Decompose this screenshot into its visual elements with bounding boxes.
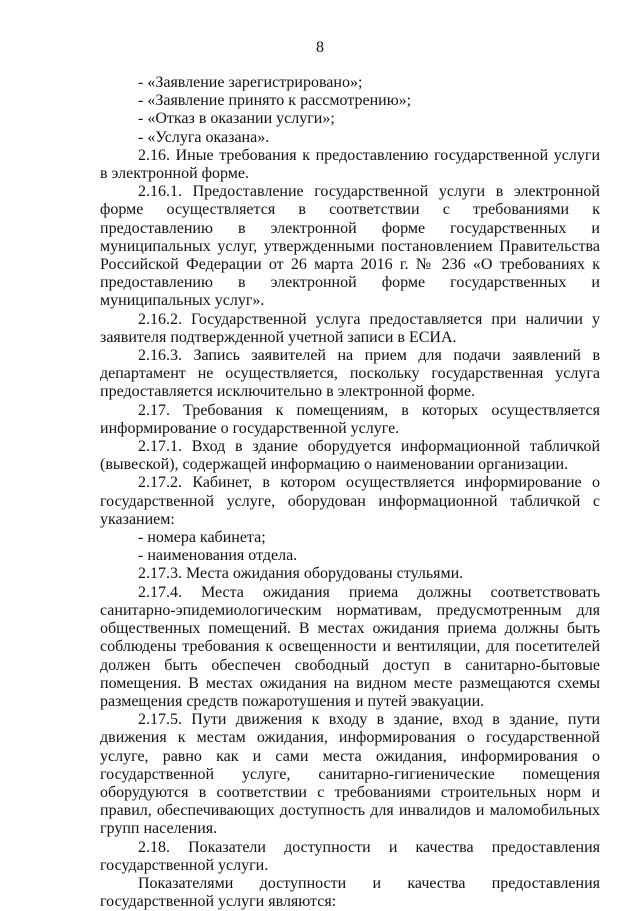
page-number: 8	[316, 39, 324, 56]
list-item-room-number: - номера кабинета;	[138, 529, 266, 547]
section-2-17-5: 2.17.5. Пути движения к входу в здание, вход в здание, пути движения к местам ожидания, информирования о государственной услуге, равно как и сами места ожидания, информирования о государственной услуге, санитарно-гигиенические помещения оборудуются в соответствии с требованиями строительных норм и правил, обеспечивающих доступность для инвалидов и маломобильных групп населения.	[100, 711, 600, 838]
section-2-17-4: 2.17.4. Места ожидания приема должны соответствовать санитарно-эпидемиологическим нормативам, предусмотренным для общественных помещений. В местах ожидания приема должны быть соблюдены требования к освещенности и вентиляции, для посетителей должен быть обеспечен свободный доступ в санитарно-бытовые помещения. В местах ожидания на видном месте размещаются схемы размещения средств пожаротушения и путей эвакуации.	[100, 583, 600, 710]
section-2-16: 2.16. Иные требования к предоставлению государственной услуги в электронной форме.	[100, 146, 600, 183]
section-2-16-2: 2.16.2. Государственной услуга предоставляется при наличии у заявителя подтвержденной учетной записи в ЕСИА.	[100, 310, 600, 346]
list-item-status-registered: - «Заявление зарегистрировано»;	[138, 74, 363, 91]
paragraph-indicators-intro: Показателями доступности и качества предоставления государственной услуги являются:	[100, 874, 600, 911]
section-2-17-2: 2.17.2. Кабинет, в котором осуществляется информирование о государственной услуге, оборудован информационной табличкой с указанием:	[100, 474, 600, 528]
list-item-status-refused: - «Отказ в оказании услуги»;	[138, 110, 335, 128]
section-2-17-3: 2.17.3. Места ожидания оборудованы стульями.	[138, 565, 464, 583]
section-2-17: 2.17. Требования к помещениям, в которых осуществляется информирование о государственной услуге.	[100, 401, 600, 437]
section-2-18: 2.18. Показатели доступности и качества предоставления государственной услуги.	[100, 838, 600, 874]
list-item-department-name: - наименования отдела.	[138, 547, 298, 565]
section-2-16-3: 2.16.3. Запись заявителей на прием для подачи заявлений в департамент не осуществляется, поскольку государственная услуга предоставляется исключительно в электронной форме.	[100, 347, 600, 401]
list-item-status-accepted: - «Заявление принято к рассмотрению»;	[138, 92, 412, 110]
list-item-status-provided: - «Услуга оказана».	[138, 128, 270, 146]
document-body	[100, 74, 600, 911]
section-2-16-1: 2.16.1. Предоставление государственной услуги в электронной форме осуществляется в соответствии с требованиями к предоставлению в электронной форме государственных и муниципальных услуг, утвержденными постановлением Правительства Российской Федерации от 26 марта 2016 г. № 236 «О требованиях к предоставлению в электронной форме государственных и муниципальных услуг».	[100, 183, 600, 310]
section-2-17-1: 2.17.1. Вход в здание оборудуется информационной табличкой (вывеской), содержащей информацию о наименовании организации.	[100, 438, 600, 474]
